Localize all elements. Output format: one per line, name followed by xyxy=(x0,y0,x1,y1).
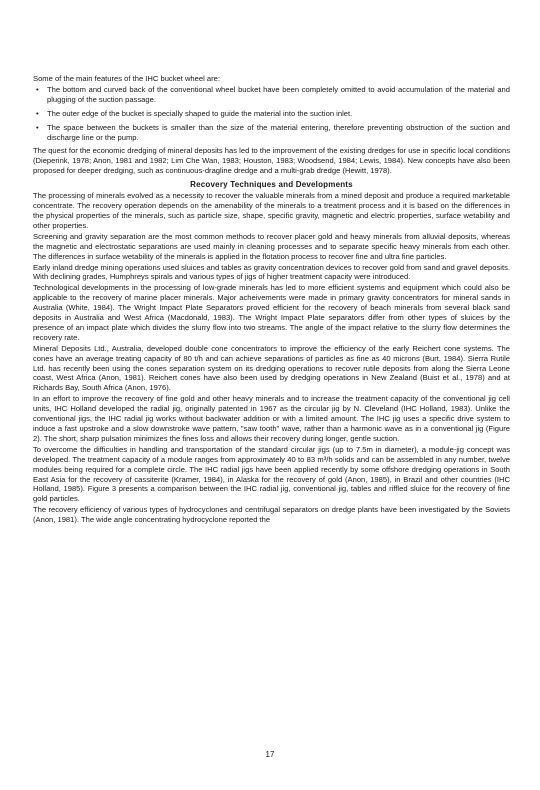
list-item xyxy=(33,123,510,143)
paragraph-dredges: The quest for the economic dredging of mineral deposits has led to the improvement of the existing dredges for use in specific local conditions (Dieperink, 1978; Anon, 1981 and 1982; Lim Che Wan, 1983; Houston, 1983; Woodsend, 1984; Lewis, 1984). New concepts have also been proposed for deeper dredging, such as continuous-dragline dredge and a multi-grab dredge (Hewitt, 1978). xyxy=(33,146,510,176)
paragraph: Technological developments in the processing of low-grade minerals has led to more efficient systems and equipment which could also be applicable to the recovery of marine placer minerals. Major acheivements were made in primary gravity concentrators for mineral sands in Australia (White, 1984). The Wright Impact Plate Separators proved efficient for the recovery of beach minerals from several black sand deposits in Australia and West Africa (Macdonald, 1983). The Wright Impact Plate separators differ from other types of sluices by the presence of an impact plate which divides the slurry flow into two streams. The angle of the impact relative to the slurry flow determines the recovery rate. xyxy=(33,283,510,342)
intro-line: Some of the main features of the IHC bucket wheel are: xyxy=(33,74,220,83)
paragraph: Screening and gravity separation are the most common methods to recover placer gold and heavy minerals from alluvial deposits, whereas the magnetic and electrostatic separations are used mainly in cleaning processes and to separate specific heavy minerals from each other. The differences in surface wetability of the minerals is applied in the flotation process to recover fine and ultra fine particles. xyxy=(33,231,510,261)
paragraph: The processing of minerals evolved as a necessity to recover the valuable minerals from a mined deposit and produce a required marketable concentrate. The recovery operation depends on the amenability of the minerals to a treatment process and it is based on the differences in the physical properties of the minerals, such as particle size, shape, specific gravity, magnetic and electric properties, surface wetability and other properties. xyxy=(33,191,510,230)
section-heading: Recovery Techniques and Developments xyxy=(190,180,353,190)
paragraph: To overcome the difficulties in handling and transportation of the standard circular jigs (up to 7.5m in diameter), a module-jig concept was developed. The treatment capacity of a module ranges from approximately 40 to 83 m³/h solids and can be assembled in any number, twelve modules being required for a complete circle. The IHC radial jigs have been applied recently by some offshore dredging operations in South East Asia for the recovery of cassiterite (Kramer, 1984), in Alaska for the recovery of gold (Anon, 1985), in Brazil and other countries (IHC Holland, 1985). Figure 3 presents a comparison between the IHC radial jig, conventional jig, tables and riffled sluice for the recovery of fine gold particles. xyxy=(33,444,510,504)
list-item-text: The space between the buckets is smaller than the size of the material entering, therefore preventing obstruction of the suction and discharge line or the pump. xyxy=(47,122,510,142)
paragraph: Mineral Deposits Ltd., Australia, developed double cone concentrators to improve the efficiency of the early Reichert cone systems. The cones have an average treating capacity of 80 t/h and can achieve separations of particles as fine as 40 microns (Burt, 1984). Sierra Rutile Ltd. has recently been using the cones separation system on its dredging operations to recover rutile deposits from along the Sierra Leone coast, West Africa (Anon, 1981). Reichert cones have also been used by dredging operations in New Zealand (Buist et al., 1978) and at Richards Bay, South Africa (Anon, 1976). xyxy=(33,343,510,393)
paragraph: The recovery efficiency of various types of hydrocyclones and centrifugal separators on dredge plants have been investigated by the Soviets (Anon, 1981). The wide angle concentrating hydrocyclone reported the xyxy=(33,505,510,525)
paragraph: Early inland dredge mining operations used sluices and tables as gravity concentration devices to recover gold from sand and gravel deposits. With declining grades, Humphreys spirals and various types of jigs of higher treatment capacity were introduced. xyxy=(33,262,510,282)
list-item-text: The bottom and curved back of the conventional wheel bucket have been completely omitted to avoid accumulation of the material and plugging of the suction passage. xyxy=(47,84,510,104)
bullet-icon: • xyxy=(36,84,39,94)
bullet-icon: • xyxy=(36,122,39,132)
paragraph: In an effort to improve the recovery of fine gold and other heavy minerals and to increase the treatment capacity of the conventional jig cell units, IHC Holland developed the radial jig, originally patented in 1967 as the circular jig by N. Cleveland (IHC Holland, 1983). Unlike the conventional jigs, the IHC radial jig works without backwater addition or with a limited amount. The IHC jig uses a specific drive system to induce a fast upstroke and a slow downstroke wave pattern, "saw tooth" wave, rather than a harmonic wave as in a conventional jig (Figure 2). The short, sharp pulsation minimizes the fines loss and allows their recovery during longer, gentle suction. xyxy=(33,394,510,443)
list-item xyxy=(33,109,510,119)
list-item xyxy=(33,85,510,105)
list-item-text: The outer edge of the bucket is specially shaped to guide the material into the suction inlet. xyxy=(47,108,353,118)
page-number: 17 xyxy=(265,750,275,759)
bullet-icon: • xyxy=(36,108,39,118)
page-body xyxy=(33,74,510,526)
feature-list xyxy=(33,85,510,143)
